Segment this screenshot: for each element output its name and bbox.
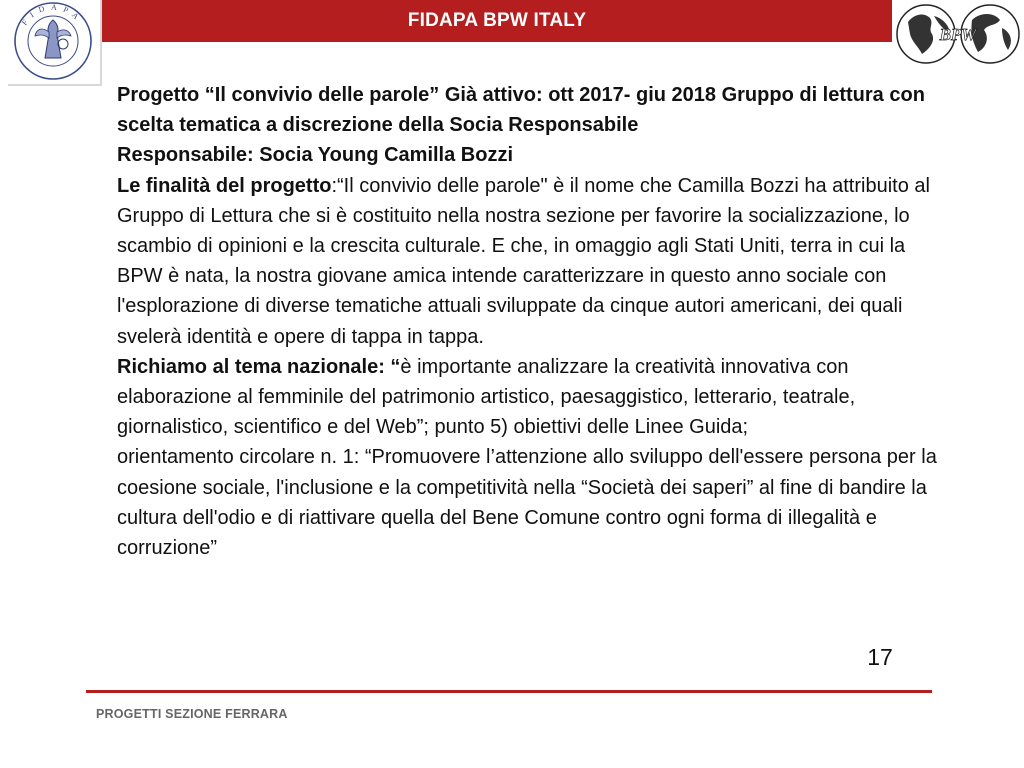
- responsabile-line: Responsabile: Socia Young Camilla Bozzi: [117, 144, 514, 167]
- orientamento-paragraph: orientamento circolare n. 1: “Promuovere l’attenzione allo sviluppo dell'essere persona per la coesione sociale, l'inclusione e la competitività nella “Società dei saperi” al fine di bandire la cultura dell'odio e di riattivare quella del Bene Comune contro ogni forma di illegalità e corruzione”: [117, 446, 937, 560]
- bpw-logo-text: BPW: [939, 25, 977, 44]
- finalita-label: Le finalità del progetto: [117, 174, 332, 197]
- bpw-globes-icon: [894, 0, 1024, 70]
- project-title: Progetto “Il convivio delle parole” Già attivo: ott 2017- giu 2018 Gruppo di lettura con scelta tematica a discrezione della Socia Responsabile: [117, 84, 925, 137]
- richiamo-label: Richiamo al tema nazionale: “: [117, 355, 401, 378]
- fidapa-seal-icon: [8, 0, 98, 82]
- finalita-text: :“Il convivio delle parole" è il nome che Camilla Bozzi ha attribuito al Gruppo di Lettura che si è costituito nella nostra sezione per favorire la socializzazione, lo scambio di opinioni e la crescita culturale. E che, in omaggio agli Stati Uniti, terra in cui la BPW è nata, la nostra giovane amica intende caratterizzare in questo anno sociale con l'esplorazione di diverse tematiche attuali sviluppate da cinque autori americani, dei quali svelerà identità e opere di tappa in tappa.: [117, 174, 930, 348]
- header-title: FIDAPA BPW ITALY: [407, 10, 587, 31]
- header-bar: [102, 0, 892, 42]
- richiamo-paragraph: [117, 352, 937, 443]
- bpw-logo: [894, 0, 1024, 70]
- slide-body: [117, 80, 937, 563]
- seal-ring-text: FIDAPA: [19, 2, 85, 28]
- richiamo-text: è importante analizzare la creatività innovativa con elaborazione al femminile del patrimonio artistico, paesaggistico, letterario, teatrale, giornalistico, scientifico e del Web”; punto 5) obiettivi delle Linee Guida;: [117, 355, 856, 439]
- finalita-paragraph: [117, 171, 937, 352]
- footer-divider: [86, 690, 932, 693]
- fidapa-logo: [8, 0, 102, 86]
- footer-text: PROGETTI SEZIONE FERRARA: [96, 707, 288, 721]
- page-number: 17: [867, 644, 893, 670]
